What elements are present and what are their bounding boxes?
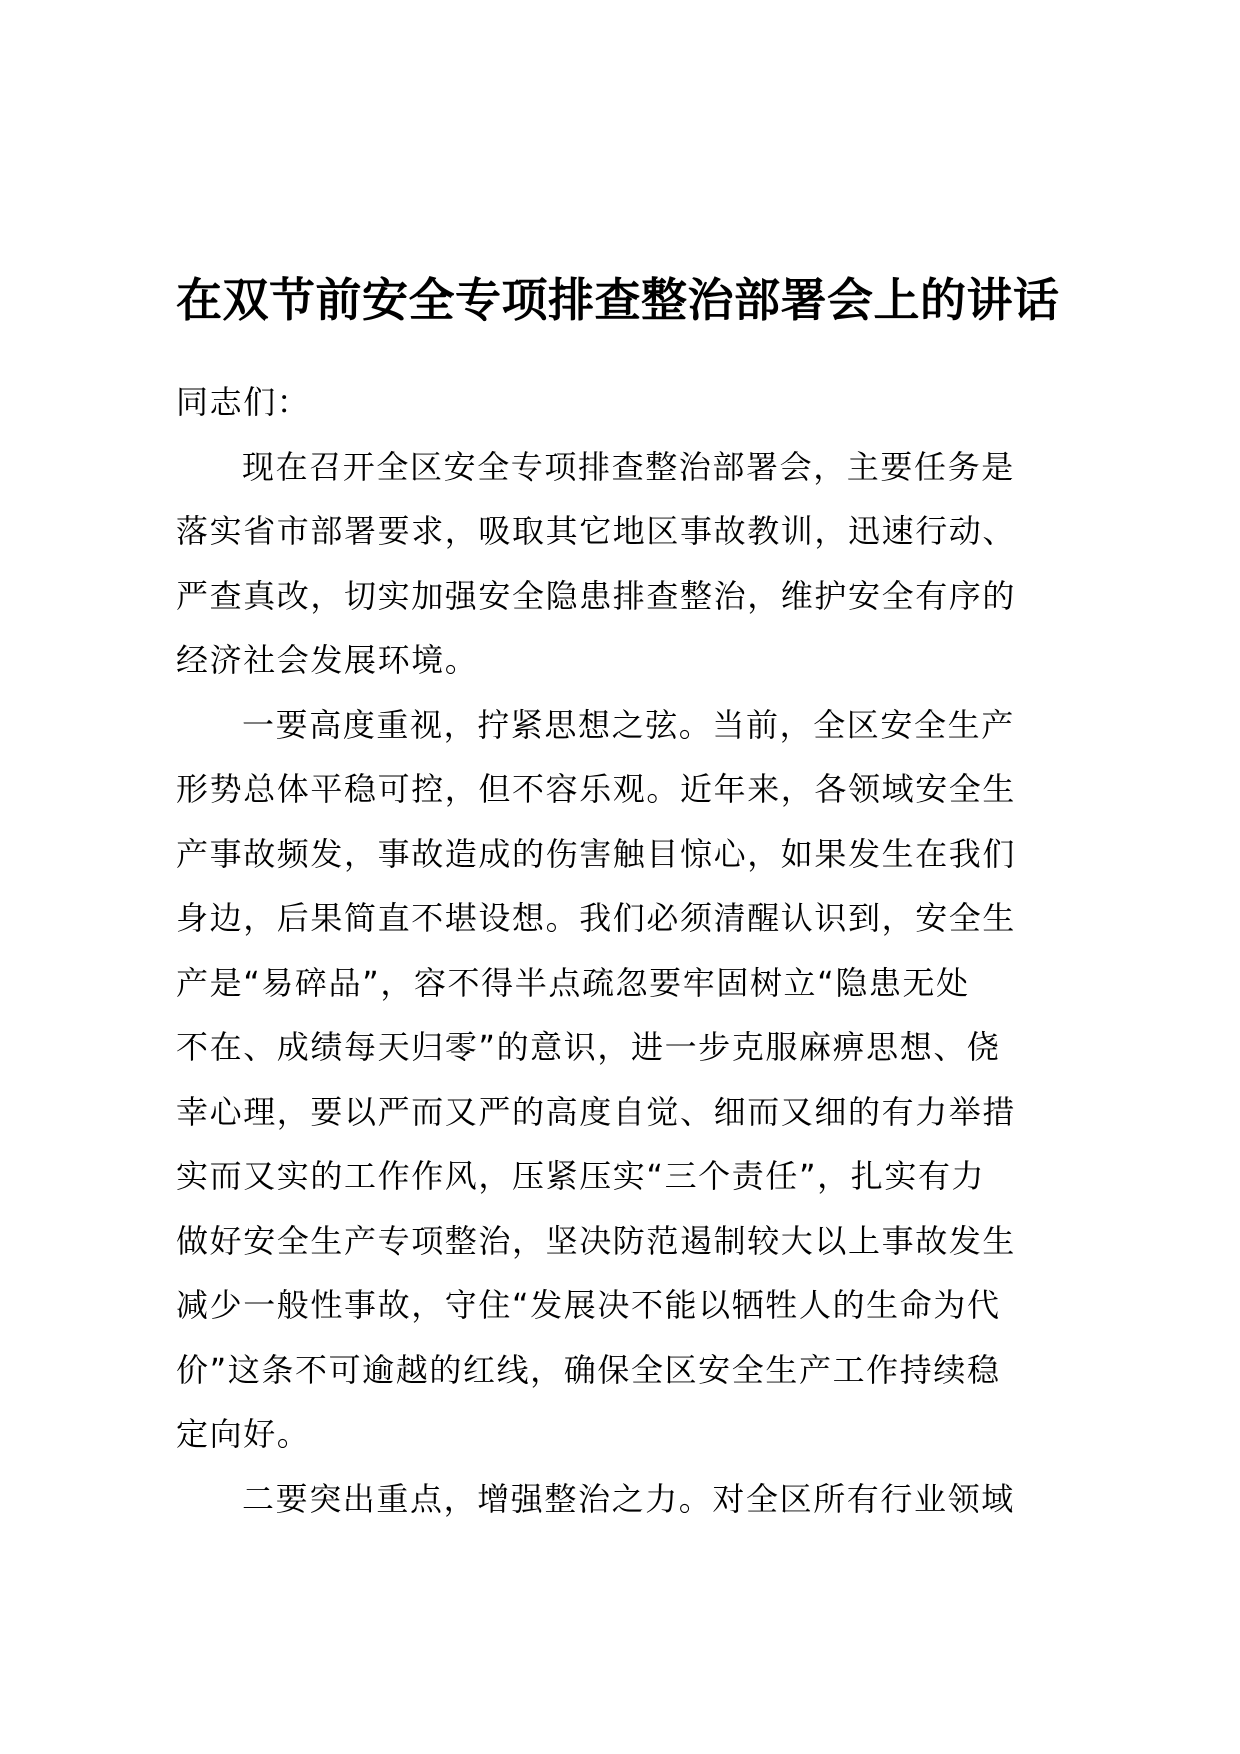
document-body (176, 370, 1086, 1531)
body-line: 实而又实的工作作风，压紧压实“三个责任”，扎实有力 (176, 1157, 986, 1195)
body-line: 价”这条不可逾越的红线，确保全区安全生产工作持续稳 (176, 1350, 1001, 1389)
body-line: 定向好。 (176, 1415, 311, 1453)
document-title: 在双节前安全专项排查整治部署会上的讲话 (176, 273, 1060, 327)
body-line: 做好安全生产专项整治，坚决防范遏制较大以上事故发生 (176, 1221, 1017, 1260)
body-line: 严查真改，切实加强安全隐患排查整治，维护安全有序的 (176, 576, 1017, 615)
body-line: 幸心理，要以严而又严的高度自觉、细而又细的有力举措 (176, 1092, 1017, 1131)
body-line: 形势总体平稳可控，但不容乐观。近年来，各领域安全生 (176, 770, 1017, 808)
salutation: 同志们： (176, 383, 311, 421)
body-line: 落实省市部署要求，吸取其它地区事故教训，迅速行动、 (176, 512, 1017, 550)
body-line: 减少一般性事故，守住“发展决不能以牺牲人的生命为代 (176, 1286, 1001, 1324)
body-line: 经济社会发展环境。 (176, 641, 479, 679)
body-line: 现在召开全区安全专项排查整治部署会，主要任务是 (242, 447, 1015, 486)
body-line: 产事故频发，事故造成的伤害触目惊心，如果发生在我们 (176, 834, 1017, 873)
body-line: 一要高度重视，拧紧思想之弦。当前，全区安全生产 (242, 705, 1015, 744)
body-lines (176, 435, 1086, 1532)
body-line: 身边，后果简直不堪设想。我们必须清醒认识到，安全生 (176, 899, 1017, 937)
body-line: 二要突出重点，增强整治之力。对全区所有行业领域 (242, 1479, 1015, 1518)
body-line: 产是“易碎品”，容不得半点疏忽要牢固树立“隐患无处 (176, 963, 970, 1002)
body-line: 不在、成绩每天归零”的意识，进一步克服麻痹思想、侥 (176, 1028, 1001, 1066)
